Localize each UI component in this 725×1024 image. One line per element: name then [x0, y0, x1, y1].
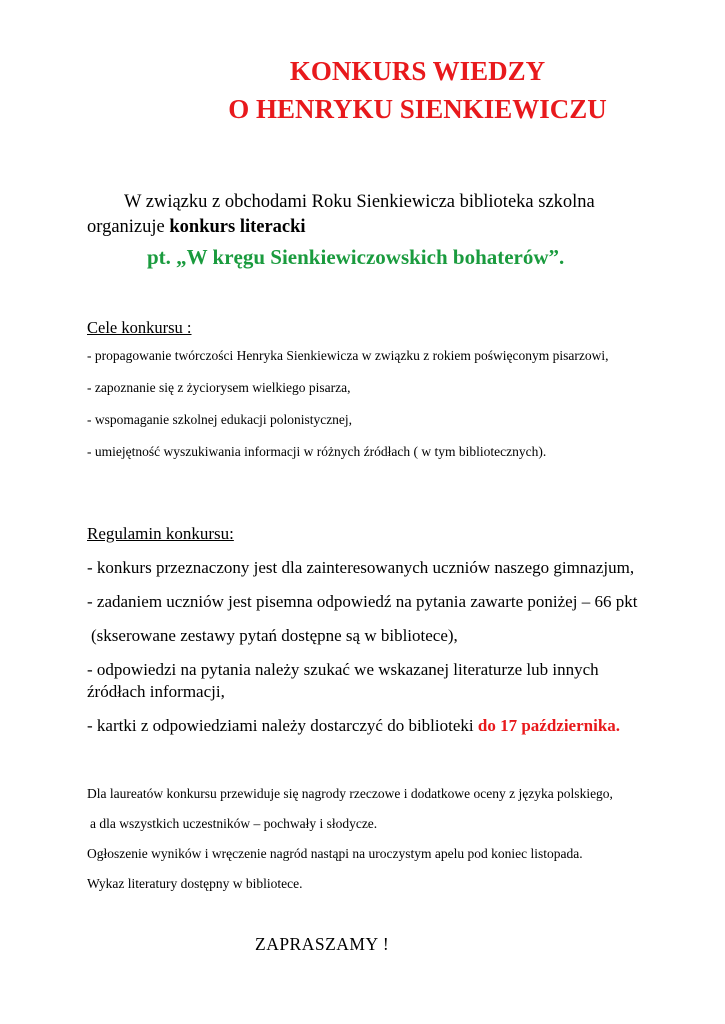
goals-heading: Cele konkursu : [87, 318, 192, 337]
footer-line: Dla laureatów konkursu przewiduje się nagrody rzeczowe i dodatkowe oceny z języka polskiego, [87, 786, 613, 801]
rule-item: - konkurs przeznaczony jest dla zainteresowanych uczniów naszego gimnazjum, [87, 558, 635, 577]
footer-line: Ogłoszenie wyników i wręczenie nagród nastąpi na uroczystym apelu pod koniec listopada. [87, 846, 583, 861]
intro-paragraph [87, 190, 647, 240]
rule-item-deadline [87, 715, 657, 737]
intro-line-1: W związku z obchodami Roku Sienkiewicza biblioteka szkolna [124, 192, 595, 212]
intro-contest-type: konkurs literacki [169, 217, 306, 237]
goal-item: - umiejętność wyszukiwania informacji w różnych źródłach ( w tym bibliotecznych). [87, 444, 547, 459]
rule-item: (skserowane zestawy pytań dostępne są w bibliotece), [91, 626, 458, 645]
goal-item: - zapoznanie się z życiorysem wielkiego pisarza, [87, 380, 351, 395]
invitation: ZAPRASZAMY ! [255, 934, 390, 954]
footer-notes [87, 784, 667, 904]
goal-item: - wspomaganie szkolnej edukacji polonistycznej, [87, 412, 353, 427]
rules-heading: Regulamin konkursu: [87, 524, 234, 543]
goals-list [87, 346, 647, 474]
title-line-2: O HENRYKU SIENKIEWICZU [228, 94, 607, 124]
rules-list [87, 557, 657, 749]
title-line-1: KONKURS WIEDZY [289, 56, 546, 86]
goal-item: - propagowanie twórczości Henryka Sienkiewicza w związku z rokiem poświęconym pisarzowi, [87, 348, 609, 363]
footer-line: Wykaz literatury dostępny w bibliotece. [87, 876, 303, 891]
rule-deadline-text: - kartki z odpowiedziami należy dostarczyć do biblioteki [87, 716, 478, 735]
contest-subtitle: pt. „W kręgu Sienkiewiczowskich bohaterów”. [147, 245, 565, 269]
footer-line: a dla wszystkich uczestników – pochwały i słodycze. [90, 816, 378, 831]
rule-item: - zadaniem uczniów jest pisemna odpowiedź na pytania zawarte poniżej – 66 pkt [87, 592, 638, 611]
intro-line-2 [87, 215, 647, 240]
intro-line-2-prefix: organizuje [87, 217, 170, 237]
deadline-date: do 17 października. [477, 716, 621, 735]
document-title [0, 52, 725, 128]
rule-item: - odpowiedzi na pytania należy szukać we wskazanej literaturze lub innych źródłach informacji, [87, 660, 599, 701]
